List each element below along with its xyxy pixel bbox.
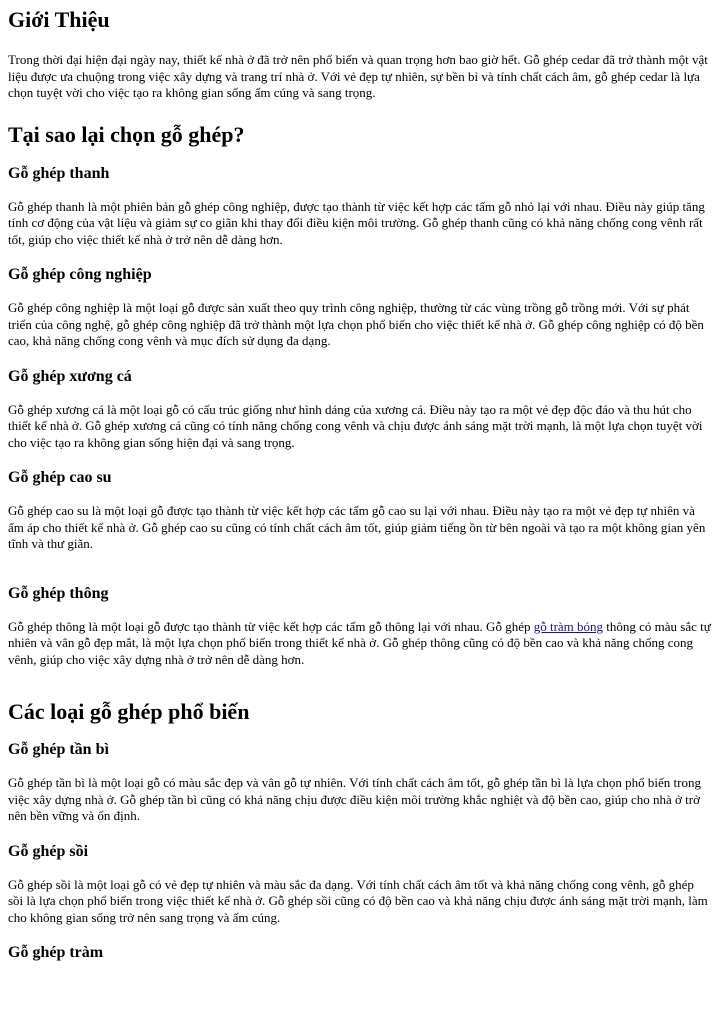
paragraph-go-ghep-thong <box>8 619 712 669</box>
subheading-go-ghep-thong: Gỗ ghép thông <box>8 584 109 602</box>
paragraph-go-ghep-thong-text-before: Gỗ ghép thông là một loại gỗ được tạo thành từ việc kết hợp các tấm gỗ thông lại với nhau. Gỗ ghép <box>8 618 534 634</box>
paragraph-go-ghep-thanh: Gỗ ghép thanh là một phiên bản gỗ ghép công nghiệp, được tạo thành từ việc kết hợp các tấm gỗ nhỏ lại với nhau. Điều này giúp tăng tính cơ động của vật liệu và giảm sự co giãn khi thay đổi điều kiện môi trường. Gỗ ghép thanh cũng có khả năng chống cong vênh rất tốt, giúp cho việc thiết kế nhà ở trở nên dễ dàng hơn. <box>8 198 705 247</box>
paragraph-go-ghep-soi: Gỗ ghép sồi là một loại gỗ có vẻ đẹp tự nhiên và màu sắc đa dạng. Với tính chất cách âm tốt và khả năng chống cong vênh, gỗ ghép sồi là lựa chọn phổ biến trong việc thiết kế nhà ở. Gỗ ghép sồi cũng có độ bền cao và khả năng chịu được ánh sáng mặt trời mạnh, làm cho không gian sống trở nên sang trọng và ấm cúng. <box>8 876 708 925</box>
subheading-go-ghep-cao-su: Gỗ ghép cao su <box>8 469 112 486</box>
section-title-types: Các loại gỗ ghép phổ biến <box>8 699 250 724</box>
subheading-go-ghep-tram: Gỗ ghép tràm <box>8 944 104 961</box>
subheading-go-ghep-thanh: Gỗ ghép thanh <box>8 164 110 182</box>
intro-paragraph: Trong thời đại hiện đại ngày nay, thiết kế nhà ở đã trở nên phổ biến và quan trọng hơn bao giờ hết. Gỗ ghép cedar đã trở thành một vật liệu được ưa chuộng trong việc xây dựng và trang trí nhà ở. Với vẻ đẹp tự nhiên, sự bền bỉ và tính chất cách âm, gỗ ghép cedar là lựa chọn tuyệt vời cho việc tạo ra không gian sống ấm cúng và sang trọng. <box>8 52 708 100</box>
subheading-go-ghep-soi: Gỗ ghép sồi <box>8 842 89 860</box>
paragraph-go-ghep-cong-nghiep: Gỗ ghép công nghiệp là một loại gỗ được sản xuất theo quy trình công nghiệp, thường từ các vùng trồng gỗ trồng mới. Với sự phát triển của công nghệ, gỗ ghép công nghiệp đã trở thành một lựa chọn phổ biến cho việc thiết kế nhà ở. Gỗ ghép công nghiệp có độ bền cao, khả năng chống cong vênh và mục đích sử dụng đa dạng. <box>8 300 704 348</box>
subheading-go-ghep-xuong-ca: Gỗ ghép xương cá <box>8 367 132 385</box>
subheading-go-ghep-tan-bi: Gỗ ghép tần bì <box>8 741 109 758</box>
subheading-go-ghep-cong-nghiep: Gỗ ghép công nghiệp <box>8 266 152 283</box>
paragraph-go-ghep-xuong-ca: Gỗ ghép xương cá là một loại gỗ có cấu trúc giống như hình dáng của xương cá. Điều này tạo ra một vẻ đẹp độc đáo và thu hút cho thiết kế nhà ở. Gỗ ghép xương cá cũng có tính năng chống cong vênh và chịu được ánh sáng mặt trời mạnh, là một lựa chọn tuyệt vời cho việc tạo ra không gian sống hiện đại và sang trọng. <box>8 401 703 450</box>
section-title-intro: Giới Thiệu <box>8 7 110 32</box>
paragraph-go-ghep-thong-text-after: thông có màu sắc tự nhiên và vân gỗ đẹp mắt, là một lựa chọn phổ biến trong thiết kế nhà ở. Gỗ ghép thông cũng có độ bền cao và khả năng chống cong vênh, giúp cho việc xây dựng nhà ở trở nên dễ dàng hơn. <box>8 618 711 667</box>
paragraph-go-ghep-tan-bi: Gỗ ghép tần bì là một loại gỗ có màu sắc đẹp và vân gỗ tự nhiên. Với tính chất cách âm tốt, gỗ ghép tần bì là lựa chọn phổ biến trong việc xây dựng nhà ở. Gỗ ghép tần bì cũng có khả năng chịu được điều kiện môi trường khắc nghiệt và độ bền cao, giúp cho nhà ở trở nên bền vững và ổn định. <box>8 775 701 823</box>
link-go-tram-bong[interactable]: gỗ tràm bóng <box>533 618 604 634</box>
paragraph-go-ghep-cao-su: Gỗ ghép cao su là một loại gỗ được tạo thành từ việc kết hợp các tấm gỗ cao su lại với nhau. Điều này tạo ra một vẻ đẹp tự nhiên và ấm áp cho thiết kế nhà ở. Gỗ ghép cao su cũng có tính chất cách âm tốt, giúp giảm tiếng ồn từ bên ngoài và tạo ra một không gian yên tĩnh và thư giãn. <box>8 503 706 551</box>
section-title-why: Tại sao lại chọn gỗ ghép? <box>8 121 245 147</box>
